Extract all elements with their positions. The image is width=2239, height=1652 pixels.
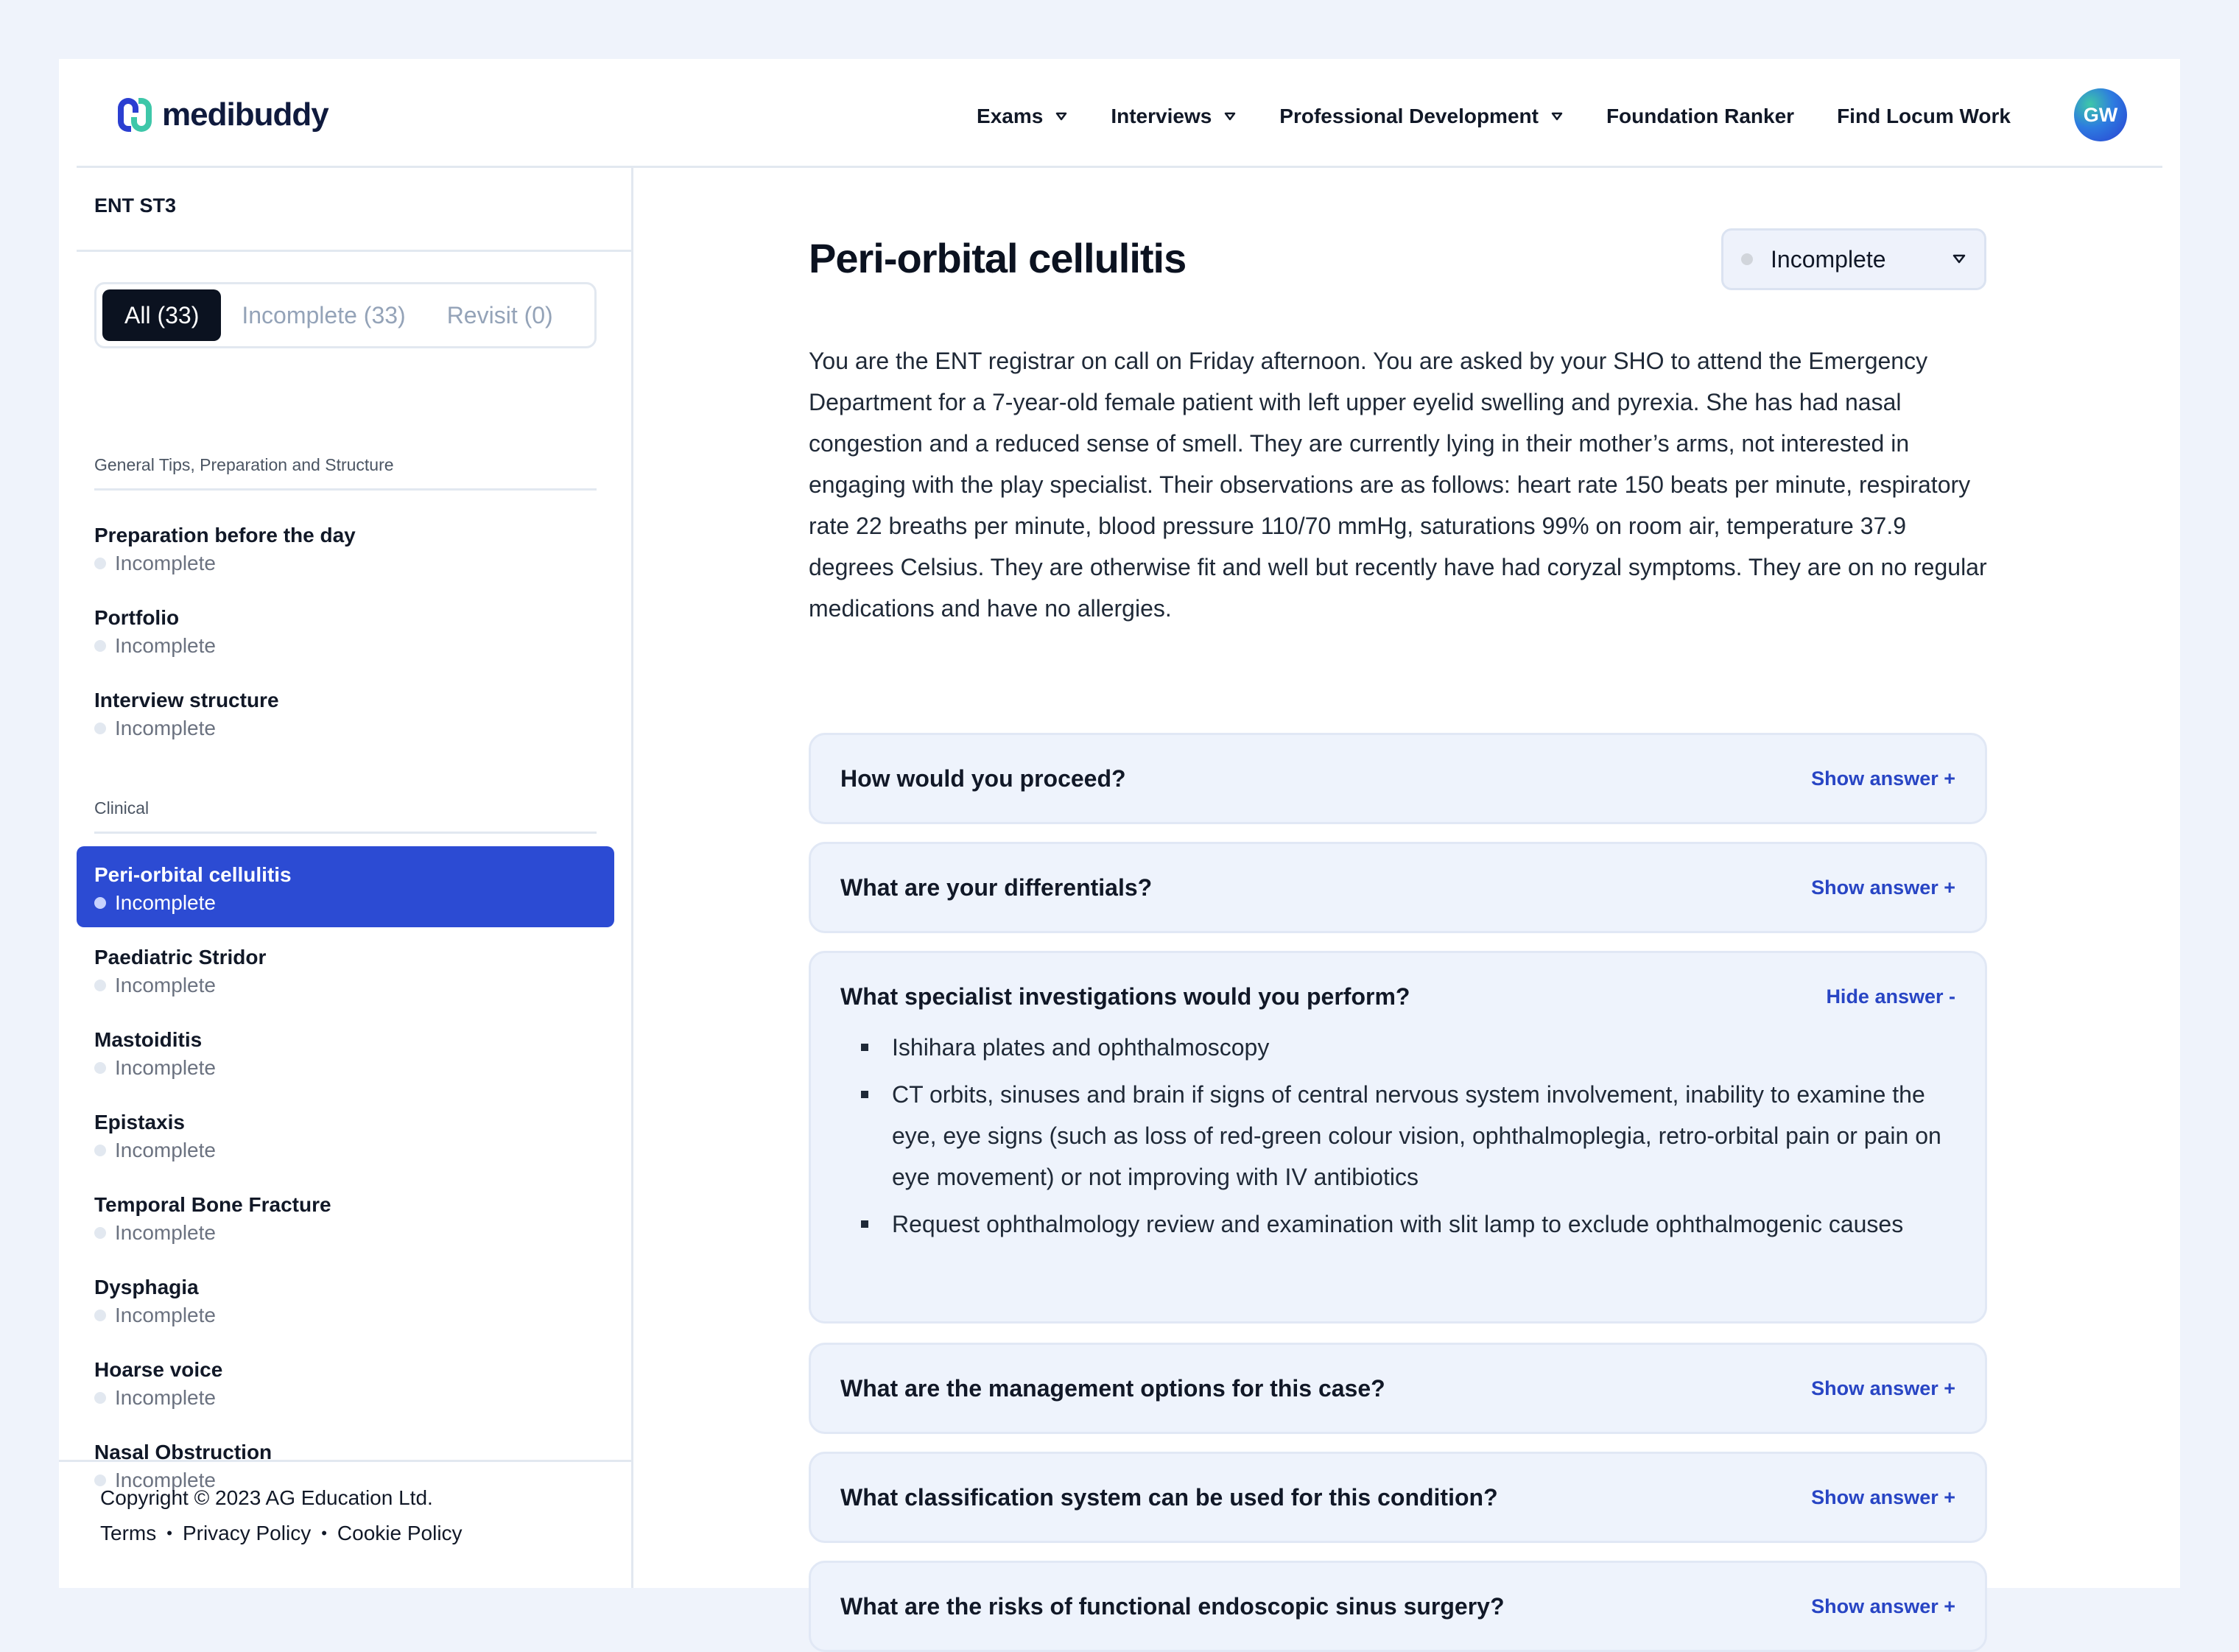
sidebar-item-temporal-bone-fracture[interactable] [77, 1176, 614, 1257]
question-card [809, 842, 1987, 933]
show-answer-button[interactable]: Show answer + [1811, 1486, 1955, 1508]
status-text: Incomplete [115, 1139, 216, 1161]
section-label-clinical: Clinical [94, 798, 597, 834]
main-content [636, 168, 2180, 1620]
answer-item: Ishihara plates and ophthalmoscopy [876, 1027, 1955, 1068]
status-dropdown[interactable] [1721, 228, 1986, 290]
separator: • [321, 1524, 327, 1542]
show-answer-button[interactable]: Show answer + [1811, 876, 1955, 899]
topic-name: Paediatric Stridor [94, 946, 267, 969]
sidebar-item-hoarse-voice[interactable] [77, 1341, 614, 1422]
main-nav [977, 99, 2011, 134]
sidebar-item-dysphagia[interactable] [77, 1259, 614, 1340]
topic-name: Epistaxis [94, 1111, 185, 1133]
topic-name: Peri-orbital cellulitis [94, 863, 292, 886]
question-text: What are the risks of functional endoscopic sinus surgery? [840, 1592, 1505, 1620]
question-card [809, 733, 1987, 824]
topic-name: Mastoiditis [94, 1028, 203, 1051]
logo-text: medibuddy [162, 96, 328, 133]
footer-links [100, 1522, 463, 1545]
nav-interviews[interactable] [1111, 105, 1237, 128]
chevron-down-icon [1055, 111, 1068, 122]
topic-name: Nasal Obstruction [94, 1441, 273, 1463]
question-header[interactable] [811, 735, 1985, 822]
filter-revisit[interactable]: Revisit (0) [446, 301, 553, 328]
sidebar-item-mastoiditis[interactable] [77, 1011, 614, 1092]
topic-status [94, 549, 614, 577]
nav-find-locum-work[interactable] [1837, 105, 2011, 128]
logo[interactable] [112, 91, 328, 138]
chevron-down-icon [1550, 111, 1564, 122]
chevron-down-icon [1223, 111, 1237, 122]
sidebar-title: ENT ST3 [77, 168, 633, 252]
section-label-general: General Tips, Preparation and Structure [94, 455, 597, 491]
copyright: Copyright © 2023 AG Education Ltd. [100, 1486, 433, 1509]
page-title: Peri-orbital cellulitis [809, 235, 1187, 281]
footer-divider [59, 1460, 633, 1462]
status-dot-icon [94, 558, 106, 569]
question-header[interactable] [811, 844, 1985, 931]
topic-status [94, 1301, 614, 1329]
cookie-policy-link[interactable]: Cookie Policy [337, 1522, 463, 1544]
topic-status [94, 632, 614, 660]
question-text: What specialist investigations would you perform? [840, 983, 1410, 1010]
show-answer-button[interactable]: Show answer + [1811, 1377, 1955, 1399]
nav-label: Professional Development [1279, 105, 1539, 127]
sidebar [59, 168, 633, 1588]
topic-status [94, 1136, 614, 1164]
show-answer-button[interactable]: Show answer + [1811, 767, 1955, 790]
status-dot-icon [94, 1062, 106, 1074]
status-text: Incomplete [115, 717, 216, 739]
topic-status [94, 889, 614, 917]
question-card [809, 1452, 1987, 1543]
privacy-policy-link[interactable]: Privacy Policy [182, 1522, 312, 1544]
topic-status [94, 971, 614, 999]
nav-foundation-ranker[interactable] [1606, 105, 1794, 128]
status-dot-icon [94, 1310, 106, 1321]
status-text: Incomplete [115, 634, 216, 657]
sidebar-item-paediatric-stridor[interactable] [77, 929, 614, 1010]
sidebar-item-epistaxis[interactable] [77, 1094, 614, 1175]
app-frame [59, 59, 2180, 1620]
scenario-text: You are the ENT registrar on call on Friday afternoon. You are asked by your SHO to attend the Emergency Department for a 7-year-old female patient with left upper eyelid swelling and pyrexia. She has had nasal congestion and a reduced sense of smell. They are currently lying in their mother’s arms, not interested in engaging with the play specialist. Their observations are as follows: heart rate 150 beats per minute, respiratory rate 22 breaths per minute, blood pressure 110/70 mmHg, saturations 99% on room air, temperature 37.9 degrees Celsius. They are otherwise fit and well but recently have had coryzal symptoms. They are on no regular medications and have no allergies. [809, 348, 1987, 622]
question-text: What are the management options for this case? [840, 1374, 1385, 1402]
top-header [77, 59, 2162, 168]
avatar[interactable]: GW [2074, 88, 2127, 141]
sidebar-item-preparation[interactable] [77, 507, 614, 588]
topic-name: Interview structure [94, 689, 279, 711]
filter-all[interactable]: All (33) [102, 289, 221, 341]
nav-exams[interactable] [977, 105, 1068, 128]
sidebar-item-portfolio[interactable] [77, 589, 614, 670]
status-text: Incomplete [115, 1304, 216, 1326]
question-header[interactable] [811, 1563, 1985, 1650]
medibuddy-logo-icon [112, 92, 158, 138]
question-text: What classification system can be used for this condition? [840, 1483, 1498, 1511]
topic-name: Dysphagia [94, 1276, 199, 1298]
hide-answer-button[interactable]: Hide answer - [1826, 985, 1955, 1008]
status-text: Incomplete [115, 891, 216, 914]
filter-tabs [94, 282, 597, 348]
nav-label: Foundation Ranker [1606, 105, 1795, 127]
topic-name: Hoarse voice [94, 1358, 223, 1381]
topic-status [94, 714, 614, 742]
status-text: Incomplete [115, 1221, 216, 1244]
question-header[interactable] [811, 1454, 1985, 1541]
answer-item: Request ophthalmology review and examination with slit lamp to exclude ophthalmogenic causes [876, 1203, 1955, 1245]
chevron-down-icon [1952, 253, 1966, 265]
sidebar-item-interview-structure[interactable] [77, 672, 614, 753]
status-text: Incomplete [115, 552, 216, 574]
question-text: What are your differentials? [840, 874, 1153, 901]
status-text: Incomplete [115, 974, 216, 997]
status-dot-icon [94, 897, 106, 909]
nav-label: Find Locum Work [1837, 105, 2011, 127]
show-answer-button[interactable]: Show answer + [1811, 1595, 1955, 1617]
status-dot-icon [94, 1392, 106, 1404]
topic-status [94, 1384, 614, 1412]
status-dot-icon [94, 980, 106, 991]
status-text: Incomplete [115, 1469, 216, 1491]
question-card [809, 1343, 1987, 1434]
status-text: Incomplete [115, 1056, 216, 1079]
status-dot-icon [94, 640, 106, 652]
topic-status [94, 1054, 614, 1082]
nav-label: Interviews [1111, 105, 1212, 127]
filter-incomplete[interactable]: Incomplete (33) [242, 301, 406, 328]
topic-name: Preparation before the day [94, 524, 356, 546]
status-dot-icon [94, 1227, 106, 1239]
status-dot-icon [94, 1475, 106, 1486]
nav-label: Exams [977, 105, 1044, 127]
status-dot-icon [94, 723, 106, 734]
topic-status [94, 1219, 614, 1247]
separator: • [166, 1524, 172, 1542]
topic-name: Temporal Bone Fracture [94, 1193, 331, 1216]
question-header[interactable] [811, 1345, 1985, 1432]
answer-item: CT orbits, sinuses and brain if signs of central nervous system involvement, inability to examine the eye, eye signs (such as loss of red-green colour vision, ophthalmoplegia, retro-orbital pain or pain on eye movement) or not improving with IV antibiotics [876, 1074, 1955, 1198]
terms-link[interactable]: Terms [100, 1522, 157, 1544]
question-text: How would you proceed? [840, 765, 1126, 792]
status-value: Incomplete [1771, 245, 1886, 273]
sidebar-footer [59, 1486, 633, 1588]
sidebar-item-peri-orbital-cellulitis[interactable] [77, 846, 614, 927]
status-dot-icon [1741, 253, 1753, 265]
question-card-expanded [809, 951, 1987, 1324]
status-text: Incomplete [115, 1386, 216, 1409]
question-card [809, 1561, 1987, 1652]
answer-list [811, 1027, 1985, 1245]
status-dot-icon [94, 1145, 106, 1156]
topic-name: Portfolio [94, 606, 180, 629]
nav-professional-development[interactable] [1279, 105, 1564, 128]
